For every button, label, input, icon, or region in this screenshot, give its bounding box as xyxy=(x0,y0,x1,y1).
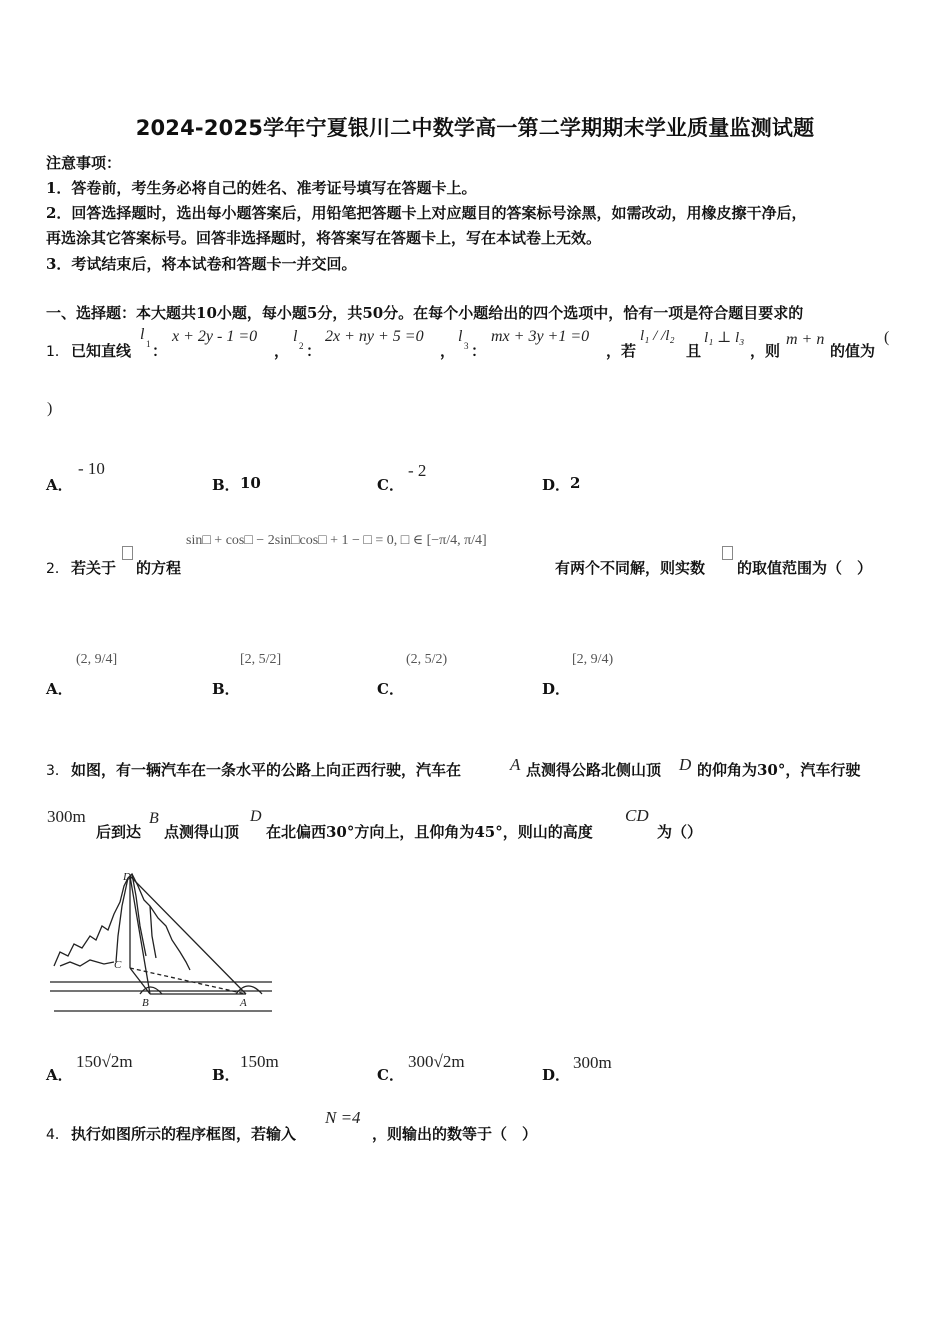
q4-text-2: ，则输出的数等于（ ） xyxy=(372,1125,538,1143)
q1-l2: l xyxy=(293,328,298,345)
q2-option-a-value: (2, 9/4] xyxy=(76,652,118,667)
figure-label-c: C xyxy=(114,959,122,971)
q1-text-2: ，若 xyxy=(606,342,637,360)
q1-lparen: ( xyxy=(884,329,890,346)
q3-point-d-2: D xyxy=(250,808,262,825)
q1-colon-1: ： xyxy=(152,342,168,360)
q2-option-d-value: [2, 9/4) xyxy=(572,652,614,667)
q1-option-a-value: - 10 xyxy=(78,459,105,478)
q1-l3-sub: 3 xyxy=(464,341,469,351)
q2-text-2: 的方程 xyxy=(136,559,182,577)
q3-option-d-label: D． xyxy=(542,1066,571,1084)
q1-option-d-value: 2 xyxy=(570,474,581,492)
q2-text-1: 若关于 xyxy=(71,559,117,577)
q3-text-3: 的仰角为30°，汽车行驶 xyxy=(697,761,861,779)
q1-option-b-label: B． xyxy=(212,476,240,494)
q3-distance: 300m xyxy=(47,807,86,826)
q1-l2-sub: 2 xyxy=(299,341,304,351)
q3-option-a-value: 150√2m xyxy=(76,1052,133,1071)
q3-text-5: 点测得山顶 xyxy=(164,823,240,841)
q1-l1: l xyxy=(140,326,145,343)
q1-option-c-label: C． xyxy=(377,476,404,494)
q3-option-b-label: B． xyxy=(212,1066,240,1084)
page-title: 2024-2025学年宁夏银川二中数学高一第二学期期末学业质量监测试题 xyxy=(135,116,815,140)
q2-option-c-value: (2, 5/2) xyxy=(406,652,448,667)
q1-comma-2: ， xyxy=(440,342,456,360)
q1-option-b-value: 10 xyxy=(240,474,261,492)
section-heading: 一、选择题：本大题共10小题，每小题5分，共50分。在每个小题给出的四个选项中，恰有一项是符合题目要求的 xyxy=(46,304,804,322)
q1-mn: m + n xyxy=(786,331,825,348)
q1-option-d-label: D． xyxy=(542,476,571,494)
notice-line-4: 3．考试结束后，将本试卷和答题卡一并交回。 xyxy=(46,255,357,273)
q1-l1-sub: 1 xyxy=(146,339,151,349)
q1-number: 1． xyxy=(46,344,69,360)
q2-missing-symbol-1 xyxy=(122,546,133,560)
q1-option-a-label: A． xyxy=(46,476,73,494)
q1-text-5: 的值为 xyxy=(830,342,876,360)
q2-option-c-label: C． xyxy=(377,680,404,698)
q3-option-d-value: 300m xyxy=(573,1053,612,1072)
q3-option-c-value: 300√2m xyxy=(408,1052,465,1071)
q3-number: 3． xyxy=(46,763,69,779)
figure-label-a: A xyxy=(240,997,247,1009)
q1-eq1: x + 2y - 1 =0 xyxy=(172,328,258,345)
q1-colon-2: ： xyxy=(306,342,322,360)
q4-n-input: N =4 xyxy=(325,1108,361,1127)
q3-point-a: A xyxy=(510,755,521,774)
notice-line-3: 再选涂其它答案标号。回答非选择题时，将答案写在答题卡上，写在本试卷上无效。 xyxy=(46,229,602,247)
figure-label-d: D xyxy=(123,871,131,883)
q3-option-b-value: 150m xyxy=(240,1052,279,1071)
q3-text-7: 为（） xyxy=(657,823,703,841)
q2-text-4: 的取值范围为（ ） xyxy=(737,559,873,577)
q3-option-c-label: C． xyxy=(377,1066,404,1084)
mountain-figure xyxy=(50,866,276,1016)
q1-perp: l₁ ⊥ l₃ xyxy=(704,330,745,346)
q3-cd: CD xyxy=(625,806,649,825)
q3-text-6: 在北偏西30°方向上，且仰角为45°，则山的高度 xyxy=(266,823,593,841)
q1-text-3: 且 xyxy=(686,342,702,360)
q1-eq3: mx + 3y +1 =0 xyxy=(491,328,590,345)
q1-option-c-value: - 2 xyxy=(408,461,427,480)
q1-eq2: 2x + ny + 5 =0 xyxy=(325,328,424,345)
q4-text-1: 执行如图所示的程序框图，若输入 xyxy=(71,1125,297,1143)
q2-text-3: 有两个不同解，则实数 xyxy=(555,559,706,577)
q2-option-d-label: D． xyxy=(542,680,571,698)
q2-option-b-label: B． xyxy=(212,680,240,698)
q1-comma-1: ， xyxy=(274,342,290,360)
q3-point-d: D xyxy=(679,755,692,774)
q4-number: 4． xyxy=(46,1127,69,1143)
q1-text-1: 已知直线 xyxy=(71,342,132,360)
q1-parallel: l₁ / /l₂ xyxy=(640,328,675,344)
q1-l3: l xyxy=(458,328,463,345)
notice-line-2: 2．回答选择题时，选出每小题答案后，用铅笔把答题卡上对应题目的答案标号涂黑，如需改动，用橡皮擦干净后， xyxy=(46,204,807,222)
q3-text-1: 如图，有一辆汽车在一条水平的公路上向正西行驶，汽车在 xyxy=(71,761,462,779)
q3-option-a-label: A． xyxy=(46,1066,73,1084)
q1-colon-3: ： xyxy=(471,342,487,360)
q1-rparen: ) xyxy=(47,400,53,417)
q1-text-4: ，则 xyxy=(750,342,781,360)
figure-label-b: B xyxy=(142,997,149,1009)
q3-text-2: 点测得公路北侧山顶 xyxy=(526,761,662,779)
q2-option-a-label: A． xyxy=(46,680,73,698)
notice-line-1: 1．答卷前，考生务必将自己的姓名、准考证号填写在答题卡上。 xyxy=(46,179,477,197)
q2-missing-symbol-2 xyxy=(722,546,733,560)
q2-option-b-value: [2, 5/2] xyxy=(240,652,282,667)
q2-number: 2． xyxy=(46,561,69,577)
q2-equation: sin□ + cos□ − 2sin□cos□ + 1 − □ = 0, □ ∈ [−π/4, π/4] xyxy=(186,533,487,548)
q3-text-4: 后到达 xyxy=(96,823,142,841)
notice-heading: 注意事项： xyxy=(46,154,122,172)
q3-point-b: B xyxy=(149,810,159,827)
